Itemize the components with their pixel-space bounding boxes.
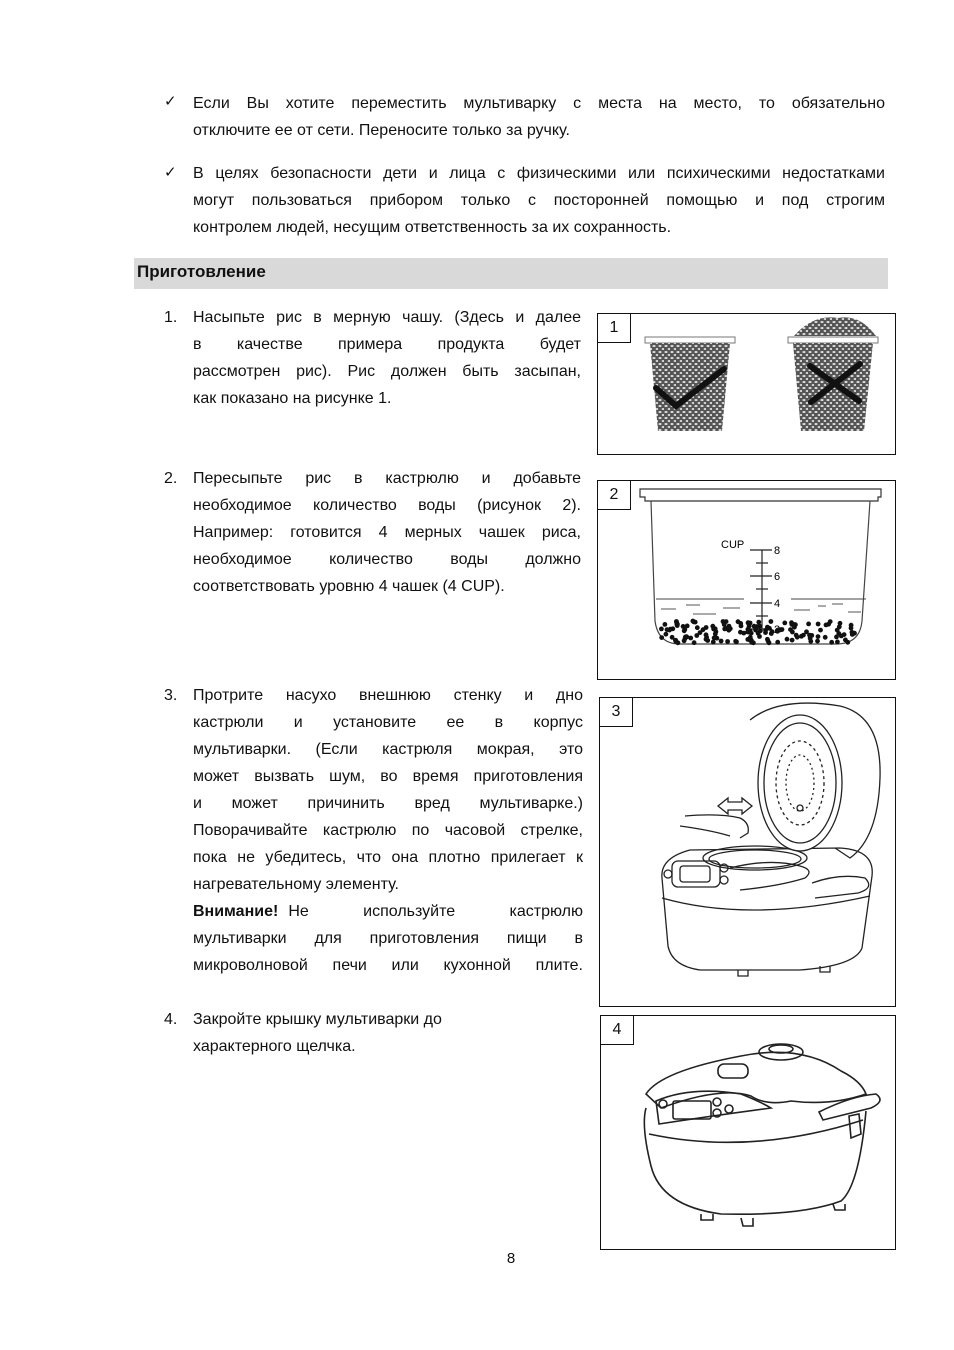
figure-label: 3 [600,698,633,727]
text-line: контролем людей, несущим ответственность за их сохранность. [193,219,672,236]
rice-grain [746,621,751,626]
scale-mark: 6 [774,571,781,583]
step-number: 3. [164,687,178,704]
rice-grain [739,624,744,629]
text-line: В целях безопасности дети и лица с физическими или психическими недостатками [193,165,885,182]
rice-grain [691,619,696,624]
step-4-text [193,1006,583,1060]
cup-correct [650,343,730,431]
rice-grain [748,638,753,643]
rice-grain [804,629,809,634]
rice-grain [828,619,833,624]
closed-multicooker-illustration [601,1016,895,1249]
rice-grain [780,627,785,632]
text-line: кастрюли и установите ее в корпус [193,714,583,731]
rice-grain [769,619,774,624]
bullet-paragraph [193,160,885,241]
rice-grain [843,638,848,643]
rice-grain [725,639,730,644]
rice-grain [775,640,780,645]
figure-label: 2 [598,481,631,510]
rice-grain [842,632,847,637]
text-line: рассмотрен рис). Рис должен быть засыпан, [193,363,581,380]
rice-grain [767,640,772,645]
rice-grain [675,622,680,627]
warning-line [193,898,583,925]
rice-grain [695,625,700,630]
rice-grain [670,635,675,640]
text-line: отключите ее от сети. Переносите только за ручку. [193,122,570,139]
step-2-text [193,465,581,600]
rice-grain [806,622,811,627]
rice-grain [665,627,670,632]
rice-grain [664,632,669,637]
rice-grain [824,623,829,628]
rice-grain [782,621,787,626]
text-line: мультиварки. (Если кастрюля мокрая, это [193,741,583,758]
rice-grain [815,639,820,644]
rice-grain [663,622,668,627]
step-1-text [193,304,581,412]
text-line: Поворачивайте кастрюлю по часовой стрелке, [193,822,583,839]
step-number: 4. [164,1011,178,1028]
rice-grain [704,625,709,630]
scale-title: CUP [721,539,745,551]
scale-mark: 8 [774,545,781,557]
rice-grain [790,638,795,643]
bullet-paragraph [193,90,885,144]
rice-grain [835,640,840,645]
rice-grain [682,627,687,632]
rice-grain [823,635,828,640]
rice-grain [755,624,760,629]
text-line: как показано на рисунке 1. [193,390,392,407]
checkmark-icon: ✓ [164,164,177,181]
figure-label: 4 [601,1016,634,1045]
rice-grain [659,627,664,632]
rice-grain [719,639,724,644]
text-line: могут пользоваться прибором только с посторонней помощью и под строгим [193,192,885,209]
rice-grain [736,619,741,624]
rice-grain [829,640,834,645]
rice-grain [765,625,770,630]
rice-grain [763,630,768,635]
figure-4 [600,1015,896,1250]
text-line: необходимое количество воды должно [193,551,581,568]
rice-grain [749,631,754,636]
rice-grain [808,639,813,644]
rice-grain [769,631,774,636]
figure-3 [599,697,896,1007]
figure-1 [597,313,896,455]
text-line: Пересыпьте рис в кастрюлю и добавьте [193,470,581,487]
warning-label: Внимание! [193,903,279,920]
rice-grain [733,639,738,644]
rice-grain [746,627,751,632]
text-line: характерного щелчка. [193,1038,356,1055]
text-line: Насыпьте рис в мерную чашу. (Здесь и далее [193,309,581,326]
step-number: 1. [164,309,178,326]
text-line: Закройте крышку мультиварки до [193,1011,442,1028]
rice-grain [836,631,841,636]
text-line: в качестве примера продукта будет [193,336,581,353]
rice-grain [816,634,821,639]
rice-grain [659,635,664,640]
rice-grain [684,634,689,639]
rice-grain [849,626,854,631]
text-line: микроволновой печи или кухонной плите. [193,957,583,974]
rice-grain [758,628,763,633]
text-line: Протрите насухо внешнюю стенку и дно [193,687,583,704]
rice-grain [738,630,743,635]
rice-grain [788,627,793,632]
rice-grain [756,620,761,625]
page-number: 8 [506,1250,516,1267]
text-line: может вызвать шум, во время приготовления [193,768,583,785]
placing-pot-illustration [600,698,895,1006]
figure-2 [597,480,896,680]
rice-grain [694,633,699,638]
text-line: Не используйте кастрюлю [288,903,583,920]
rice-grain [711,640,716,645]
rice-grain [692,640,697,645]
text-line: и может причинить вред мультиварке.) [193,795,583,812]
rice-grain [850,632,855,637]
inner-pot-illustration [598,481,895,679]
rice-grain [724,626,729,631]
text-line: необходимое количество воды (рисунок 2). [193,497,581,514]
figure-label: 1 [598,314,631,343]
rice-grain [713,632,718,637]
text-line: нагревательному элементу. [193,876,399,893]
text-line: соответствовать уровню 4 чашек (4 CUP). [193,578,505,595]
rice-grain [785,637,790,642]
checkmark-icon: ✓ [164,93,177,110]
section-title: Приготовление [137,262,266,281]
rice-grain [793,622,798,627]
step-3-text [193,682,583,979]
rice-grain [704,632,709,637]
text-line: мультиварки для приготовления пищи в [193,930,583,947]
rice-grain [818,628,823,633]
text-line: Если Вы хотите переместить мультиварку с места на место, то обязательно [193,95,885,112]
step-number: 2. [164,470,178,487]
rice-grain [713,626,718,631]
scale-mark: 4 [774,598,781,610]
text-line: Например: готовится 4 мерных чашек риса, [193,524,581,541]
rice-grain [795,635,800,640]
section-heading [134,258,888,289]
rice-grain [838,621,843,626]
rice-grain [757,634,762,639]
measuring-cups-illustration [598,314,895,454]
rice-grain [816,622,821,627]
text-line: пока не убедитесь, что она плотно прилегает к [193,849,583,866]
